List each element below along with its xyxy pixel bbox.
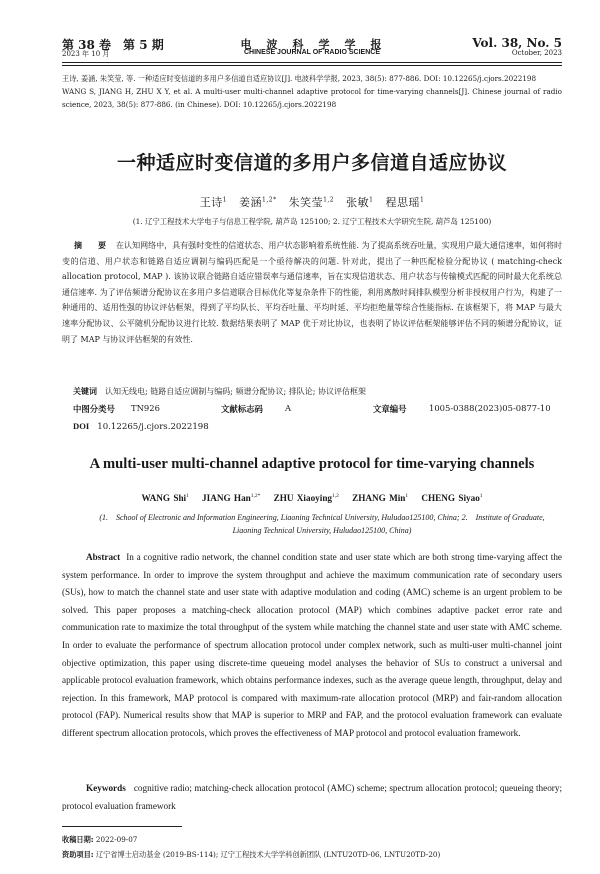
doi-label: DOI bbox=[73, 421, 90, 431]
abstract-cn-label: 摘 要 bbox=[74, 241, 111, 250]
clc-label: 中图分类号 bbox=[73, 404, 115, 414]
author-affil-mark: 1 bbox=[369, 196, 374, 204]
paper-title-cn: 一种适应时变信道的多用户多信道自适应协议 bbox=[116, 152, 507, 174]
author-list-cn bbox=[62, 194, 562, 210]
article-no-value: 1005-0388(2023)05-0877-10 bbox=[429, 403, 551, 413]
abstract-en bbox=[62, 549, 562, 743]
author-affil-mark: 1,2* bbox=[250, 493, 261, 499]
citation-cn: 王诗, 姜涵, 朱笑莹, 等. 一种适应时变信道的多用户多信道自适应协议[J]. 电波科学学报, 2023, 38(5): 877-886. DOI: 10.12265/j.cjors.2022198 bbox=[62, 74, 537, 83]
author-name: CHENG Siyao bbox=[421, 493, 480, 504]
abstract-en-text: In a cognitive radio network, the channel condition state and user state which are both strong time-varying affect the system performance. In order to improve the system throughput and achieve the maximum communication rate of secondary users (SUs), how to match the channel state and user state with adaptive modulation and coding (AMC) scheme is an urgent problem to be solved. This paper proposes a matching-check allocation protocol (MAP) which combines adaptive packet error rate and communication rate to maximize the total throughput of the system while matching the channel state and user state with AMC scheme. In order to evaluate the performance of spectrum allocation protocol under complex network, such as multi-user multi-channel joint objective optimization, this paper using discrete-time queueing model analyses the behavior of SUs to construct a universal and applicable protocol evaluation framework, which obtains performance indexes, such as the average queue length, throughput, delay and rejection. In this framework, MAP protocol is compared with maximum-rate allocation protocol (MRP) and fair-random allocation protocol (FAP). Numerical results show that MAP is superior to MRP and FAP, and the protocol evaluation framework can evaluate different spectrum allocation protocols, which proves the effectiveness of MAP protocol and protocol evaluation framework. bbox=[62, 552, 562, 738]
keywords-cn-label: 关键词 bbox=[73, 387, 97, 396]
article-no-label: 文章编号 bbox=[373, 404, 407, 414]
keywords-en-text: cognitive radio; matching-check allocation protocol (AMC) scheme; spectrum allocation protocol; queueing theory; protocol evaluation framework bbox=[62, 783, 562, 811]
date-cn: 2023 年 10 月 bbox=[62, 50, 110, 58]
author-name: WANG Shi bbox=[141, 493, 187, 504]
author-affil-mark: 1 bbox=[186, 493, 189, 499]
date-en: October, 2023 bbox=[511, 49, 562, 57]
author-list-en bbox=[62, 493, 562, 503]
keywords-cn-text: 认知无线电; 链路自适应调制与编码; 频谱分配协议; 排队论; 协议评估框架 bbox=[105, 387, 366, 396]
doi-line bbox=[73, 421, 209, 432]
author-affil-mark: 1 bbox=[479, 493, 483, 499]
running-header bbox=[62, 36, 562, 62]
abstract-en-label: Abstract bbox=[86, 552, 121, 562]
received-label: 收稿日期: bbox=[62, 835, 94, 844]
author-affil-mark: 1 bbox=[222, 196, 228, 204]
header-rule-thin bbox=[62, 65, 562, 66]
author-name: 张敏 bbox=[346, 196, 370, 209]
journal-name-cn: 电 波 科 学 学 报 bbox=[240, 38, 384, 51]
author-name: ZHU Xiaoying bbox=[273, 493, 333, 504]
author-name: 朱笑莹 bbox=[288, 196, 324, 209]
affiliation-en: (1. School of Electronic and Information Engineering, Liaoning Technical University, Huludao125100, China; 2. Institute of Graduate, Liaoning Technical University, Huludao125100, China) bbox=[99, 513, 545, 535]
author-affil-mark: 1,2* bbox=[262, 196, 277, 204]
author-name: ZHANG Min bbox=[352, 493, 406, 504]
doc-code-value: A bbox=[285, 403, 292, 413]
author-affil-mark: 1,2 bbox=[332, 493, 339, 499]
volume-cn: 第 38 卷 第 5 期 bbox=[62, 38, 164, 52]
author-affil-mark: 1 bbox=[419, 196, 425, 204]
paper-title-en: A multi-user multi-channel adaptive protocol for time-varying channels bbox=[89, 456, 535, 472]
funding bbox=[62, 847, 562, 862]
author-name: 程思瑶 bbox=[385, 196, 420, 209]
classification-row bbox=[73, 403, 562, 415]
keywords-en bbox=[62, 780, 562, 815]
received-date bbox=[62, 832, 562, 847]
citation-en: WANG S, JIANG H, ZHU X Y, et al. A multi-user multi-channel adaptive protocol for time-varying channels[J]. Chinese journal of radio science, 2023, 38(5): 877-886. (in Chinese). DOI: 10.12265/j.cjors.2022198 bbox=[62, 87, 562, 109]
author-name: JIANG Han bbox=[202, 493, 251, 504]
journal-name-en: CHINESE JOURNAL OF RADIO SCIENCE bbox=[244, 49, 380, 56]
abstract-cn-text: 在认知网络中，具有强时变性的信道状态、用户状态影响着系统性能. 为了提高系统吞吐量，实现用户最大通信速率，如何将时变的信道、用户状态和链路自适应调制与编码匹配是一个亟待解决的问题. 针对此，提出了一种匹配检验分配协议 ( matching-check allocation protocol, MAP ). 该协议联合链路自适应错误率与通信速率，旨在实现信道状态、用户状态与传输模式匹配的同时最大化系统总通信速率. 为了评估频谱分配协议在多用户多信道联合目标优化等复杂条件下的性能，利用离散时间排队模型分析非授权用户行为，构建了一种通用的、适用性强的协议评估框架，得到了平均队长、平均吞吐量、平均时延、平均拒绝量等综合性能指标. 在该框架下，将 MAP 与最大速率分配协议、公平随机分配协议进行比较. 数据结果表明了 MAP 优于对比协议，也表明了协议评估框架能够评估不同的频谱分配协议，证明了 MAP 与协议评估框架的有效性. bbox=[62, 241, 562, 344]
doi-value: 10.12265/j.cjors.2022198 bbox=[97, 422, 209, 432]
keywords-en-label: Keywords bbox=[86, 783, 126, 793]
abstract-cn bbox=[62, 238, 562, 347]
header-rule-thick bbox=[62, 62, 562, 63]
received-value: 2022-09-07 bbox=[95, 835, 138, 844]
author-name: 姜涵 bbox=[239, 196, 263, 209]
funding-value: 辽宁省博士启动基金 (2019-BS-114); 辽宁工程技术大学学科创新团队 (LNTU20TD-06, LNTU20TD-20) bbox=[95, 850, 441, 859]
author-name: 王诗 bbox=[199, 196, 223, 209]
author-affil-mark: 1 bbox=[405, 493, 409, 499]
footnote bbox=[62, 832, 562, 862]
author-affil-mark: 1,2 bbox=[323, 196, 335, 204]
volume-en: Vol. 38, No. 5 bbox=[472, 36, 562, 50]
funding-label: 资助项目: bbox=[62, 850, 94, 859]
clc-value: TN926 bbox=[131, 403, 160, 413]
affiliation-cn: (1. 辽宁工程技术大学电子与信息工程学院, 葫芦岛 125100; 2. 辽宁工程技术大学研究生院, 葫芦岛 125100) bbox=[132, 217, 492, 226]
citation-block bbox=[62, 72, 562, 111]
doc-code-label: 文献标志码 bbox=[221, 404, 263, 414]
footnote-rule bbox=[62, 826, 182, 827]
keywords-cn bbox=[73, 386, 562, 397]
